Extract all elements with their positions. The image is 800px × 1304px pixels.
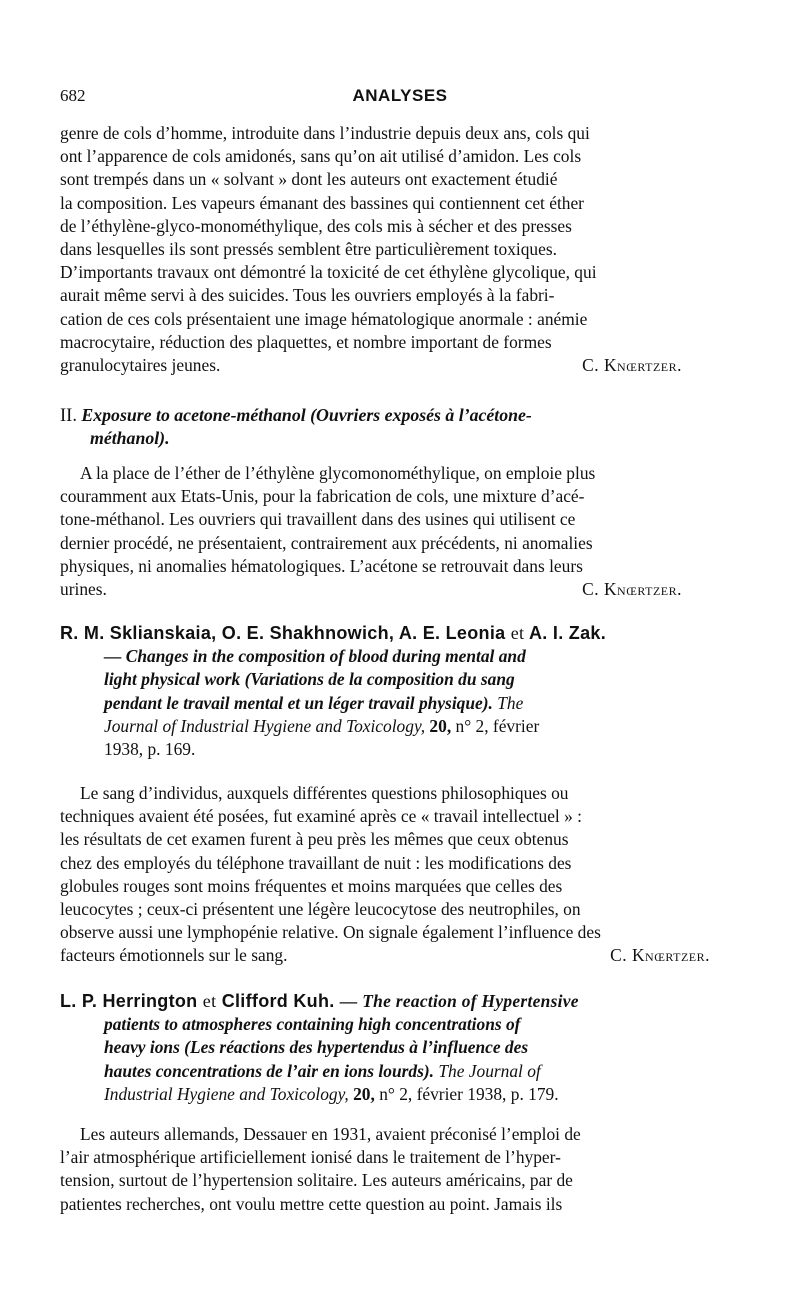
text-line: la composition. Les vapeurs émanant des bassines qui contiennent cet éther <box>60 192 584 213</box>
section-heading <box>60 404 740 427</box>
reviewer-signature: C. Knœrtzer. <box>582 578 682 599</box>
text-line: tone-méthanol. Les ouvriers qui travaillent dans des usines qui utilisent ce <box>60 509 576 530</box>
section-ii <box>60 404 740 450</box>
page-number: 682 <box>60 86 86 105</box>
author-conjunction: et <box>510 623 525 643</box>
review-continuation <box>60 122 740 377</box>
text-line: patientes recherches, ont voulu mettre cette question au point. Jamais ils <box>60 1193 563 1214</box>
article-abstract <box>60 1123 740 1216</box>
running-head <box>60 86 740 110</box>
text-line: leucocytes ; ceux-ci présentent une légère leucocytose des neutrophiles, on <box>60 898 581 919</box>
article-title-end: pendant le travail mental et un léger travail physique). <box>104 692 493 713</box>
article-title-start: — The reaction of Hypertensive <box>339 991 579 1011</box>
paragraph-first-line: Le sang d’individus, auxquels différentes questions philosophiques ou <box>80 783 569 803</box>
article-title-line: heavy ions (Les réactions des hypertendus à l’influence des <box>104 1037 529 1058</box>
text-line: tension, surtout de l’hypertension solitaire. Les auteurs américains, par de <box>60 1170 573 1191</box>
text-line: couramment aux Etats-Unis, pour la fabrication de cols, une mixture d’acé- <box>60 486 585 507</box>
running-title: ANALYSES <box>352 86 448 105</box>
text-line-last <box>60 354 740 377</box>
text-line-last <box>60 578 740 601</box>
paragraph-first-line: A la place de l’éther de l’éthylène glycomonométhylique, on emploie plus <box>80 463 596 483</box>
authors: Clifford Kuh. <box>221 991 335 1011</box>
last-line-text: urines. <box>60 578 107 599</box>
issue-pages: n° 2, février 1938, p. 179. <box>379 1083 559 1104</box>
citation-pages: 1938, p. 169. <box>104 738 196 759</box>
text-line: ont l’apparence de cols amidonés, sans qu’on ait utilisé d’amidon. Les cols <box>60 146 582 167</box>
text-line: genre de cols d’homme, introduite dans l’industrie depuis deux ans, cols qui <box>60 123 590 143</box>
journal-name: Industrial Hygiene and Toxicology, <box>104 1083 349 1104</box>
last-line-text: granulocytaires jeunes. <box>60 354 221 375</box>
citation-line <box>60 1083 740 1106</box>
section-heading-line1: Exposure to acetone-méthanol (Ouvriers exposés à l’acétone- <box>81 405 532 425</box>
volume: 20, <box>353 1083 375 1104</box>
issue-date: n° 2, février <box>455 715 540 736</box>
article-title-line <box>60 692 740 715</box>
text-line: les résultats de cet examen furent à peu près les mêmes que ceux obtenus <box>60 829 569 850</box>
article-title-end: hautes concentrations de l’air en ions lourds). <box>104 1060 434 1081</box>
text-line: chez des employés du téléphone travaillant de nuit : les modifications des <box>60 852 572 873</box>
journal-name: Journal of Industrial Hygiene and Toxicology, <box>104 715 426 736</box>
text-line: de l’éthylène-glyco-monométhylique, des cols mis à sécher et des presses <box>60 215 572 236</box>
section-numeral: II. <box>60 406 77 426</box>
text-line: observe aussi une lymphopénie relative. On signale également l’influence des <box>60 922 601 943</box>
text-line: dans lesquelles ils sont pressés semblent être particulièrement toxiques. <box>60 238 557 259</box>
text-line-last <box>60 944 740 967</box>
text-line: D’importants travaux ont démontré la toxicité de cet éthylène glycolique, qui <box>60 262 597 283</box>
journal-name-start: The <box>497 692 524 713</box>
text-line: aurait même servi à des suicides. Tous les ouvriers employés à la fabri- <box>60 285 555 306</box>
article-title-line: light physical work (Variations de la composition du sang <box>104 669 515 690</box>
section-ii-body <box>60 462 740 601</box>
authors: R. M. Sklianskaia, O. E. Shakhnowich, A. E. Leonia <box>60 623 506 643</box>
last-line-text: facteurs émotionnels sur le sang. <box>60 945 288 966</box>
text-line: l’air atmosphérique artificiellement ionisé dans le traitement de l’hyper- <box>60 1147 561 1168</box>
article-entry <box>60 990 740 1106</box>
reviewer-signature: C. Knœrtzer. <box>582 354 682 375</box>
text-line: physiques, ni anomalies hématologiques. L’acétone se retrouvait dans leurs <box>60 555 583 576</box>
article-abstract <box>60 782 740 968</box>
authors-line <box>60 990 740 1013</box>
text-line: dernier procédé, ne présentaient, contrairement aux précédents, ni anomalies <box>60 532 593 553</box>
volume: 20, <box>429 715 452 736</box>
journal-name-start: The Journal of <box>438 1060 541 1081</box>
article-title-line: patients to atmospheres containing high concentrations of <box>104 1014 521 1035</box>
article-entry <box>60 622 740 761</box>
text-line: globules rouges sont moins fréquentes et moins marquées que celles des <box>60 875 563 896</box>
authors: A. I. Zak. <box>529 623 607 643</box>
authors-line <box>60 622 740 645</box>
text-line: cation de ces cols présentaient une image hématologique anormale : anémie <box>60 308 588 329</box>
reviewer-signature: C. Knœrtzer. <box>610 945 710 966</box>
author-conjunction: et <box>202 991 217 1011</box>
paragraph-first-line: Les auteurs allemands, Dessauer en 1931, avaient préconisé l’emploi de <box>80 1124 581 1144</box>
section-heading-cont: méthanol). <box>90 428 170 449</box>
text-line: sont trempés dans un « solvant » dont les auteurs ont exactement étudié <box>60 169 558 190</box>
text-line: macrocytaire, réduction des plaquettes, et nombre important de formes <box>60 331 552 352</box>
authors: L. P. Herrington <box>60 991 198 1011</box>
citation-line <box>60 715 740 738</box>
article-title-line: — Changes in the composition of blood during mental and <box>104 646 526 667</box>
article-title-line <box>60 1060 740 1083</box>
text-line: techniques avaient été posées, fut examiné après ce « travail intellectuel » : <box>60 806 582 827</box>
